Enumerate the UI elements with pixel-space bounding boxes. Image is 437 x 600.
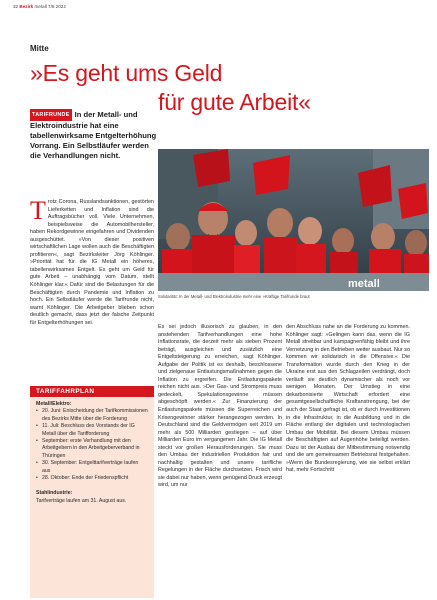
tarif-timeline-box <box>30 386 154 598</box>
protest-photo <box>158 149 429 291</box>
protest-photo-illustration <box>158 149 429 291</box>
timeline-list <box>36 408 148 482</box>
page-number: 32 <box>13 4 19 9</box>
photo-credit: Foto: Kai Hübner <box>426 234 430 262</box>
teaser-text: In der Metall- und Elektroindustrie hat eine tabellenwirksame Entgelterhöhung Vorrang. Ein Selbstläufer werden die Verhandlungen nicht. <box>30 110 157 160</box>
timeline-item: • 28. Oktober: Ende der Friedenspflicht <box>36 475 148 482</box>
banner-text: metall <box>348 278 380 290</box>
box-subtitle-stahl: Stahlindustrie: <box>36 490 73 497</box>
headline-line-2: für gute Arbeit« <box>158 89 311 115</box>
timeline-item: • 11. Juli: Beschluss des Vorstands der IG Metall über die Tarifforderung <box>36 423 148 438</box>
timeline-item: • September: erste Verhandlung mit den Arbeitgebern in den Arbeitgeberverband in Thüringen <box>36 438 148 460</box>
body-column-2: Es sei jedoch illusorisch zu glauben, in den anstehenden Tarifverhandlungen eine hohe Inflationsrate, die derzeit mehr als sieben Prozent beträgt, ausgleichen und zusätzlich eine Entgeltsteigerung zu erreichen, sagt Köhlinger. Aufgabe der Politik ist es deshalb, beschlossene und zielgenaue Entlastungsmaßnahmen gegen die Inflation zu ergreifen. Die Entlastungspakete reichen nicht aus. »Der Gas- und Strompreis muss gedeckelt, Spekulationsgewinne müssen abgeschöpft werden.« Zur Finanzierung der Entlastungspakete müssen die Superreichen und Krisengewinner stärker herangezogen werden. In Deutschland sind die Geldvermögen seit 2019 um mehr als 500 Milliarden gestiegen – auf über Milliarden Euro im vergangenen Jahr. Die IG Metall steckt vor großen Herausforderungen. Sie muss den Umbau der industriellen Produktion fair und nachhaltig gestalten und unsere tarifliche Regelungen in der Fläche durchsetzen. Frisch wird sie dabei nur haben, wenn genügend Druck erzeugt wird, um nur <box>158 324 282 489</box>
timeline-item: • 30. September: Entgelttarifverträge laufen aus <box>36 460 148 475</box>
box-stahl-text: Tarifverträge laufen am 31. August aus. <box>36 497 127 504</box>
headline-line-1: »Es geht ums Geld <box>30 60 223 86</box>
body-column-1-text: rotz Corona, Russlandsanktionen, gestörten Lieferketten und Inflation sind die Auftragsbücher voll. Viele Unternehmen, beispielsweise die Automobilhersteller, haben Rekordgewinne eingefahren und Dividenden ausgeschüttet. »Von dieser positiven wirtschaftlichen Lage wollen auch die Beschäftigten profitieren«, sagt Bezirksleiter Jörg Köhlinger. »Priorität hat für die IG Metall ein höheres, tabellenwirksames Entgelt. Es geht um Geld für gute Arbeit – unabhängig vom Datum, stellt Köhlinger klar.« Dafür sind die Belastungen für die Beschäftigten durch Pandemie und Inflation zu hoch. Ein Selbstläufer werde die Tarifrunde nicht, warnt Köhlinger. Die Arbeitgeber blieben schon deutlich gemacht, dass jetzt der falsche Zeitpunkt für Entgelterhöhungen sei. <box>30 199 154 326</box>
page-header <box>13 4 66 9</box>
box-subtitle-metall: Metall/Elektro: <box>36 401 72 407</box>
tarif-timeline-title: TARIFFAHRPLAN <box>30 386 154 397</box>
body-column-3: den Abschluss nahe an die Forderung zu kommen. Köhlinger sagt: »Gelingen kann das, wenn die IG Metall streitbar und kampagnenfähig bleibt und ihre Vernetzung in den Betrieben weiter ausbaut. Nur so kommen wir solidarisch in die Offensive.« Die Transformation wurde durch den Krieg in der Ukraine erst aus den Schlagzeilen verdrängt, doch verläuft sie deutlich dynamischer als noch vor wenigen Monaten. Der Umstieg in eine dekarbonisierte Wirtschaft erfordert eine gesamtgesellschaftliche Kraftanstrengung, bei der auch der Staat gefragt ist, ob er durch Investitionen in die Infrastruktur, in die Ausbildung und in die Fläche entlang der digitalen und technologischen Umbau der Mobilität. Bei diesem Umbau müssen die Beschäftigten auf Augenhöhe beteiligt werden. Dazu ist der Ausbau der Mitbestimmung notwendig und die am gemeinsamen Betriebsrat festgehalten. »Wenn die Bundesregierung, wie sie selbst erklärt hat, mehr Fortschritt <box>286 324 410 474</box>
issue-label: metall 7/8 2022 <box>34 4 66 9</box>
tarif-timeline-body <box>30 397 154 509</box>
timeline-item: • 20. Juni: Entscheidung der Tarifkommissionen des Bezirks Mitte über die Forderung <box>36 408 148 423</box>
region-label: Mitte <box>30 44 49 53</box>
teaser <box>30 109 158 161</box>
drop-cap: T <box>30 199 46 225</box>
kicker-badge: TARIFRUNDE <box>30 109 72 121</box>
photo-caption: Solidarität: In der Metall- und Elektroindustrie mehr eine »Kräftige Tarifrunde braut <box>158 294 310 299</box>
section-label: Bezirk <box>19 4 34 9</box>
